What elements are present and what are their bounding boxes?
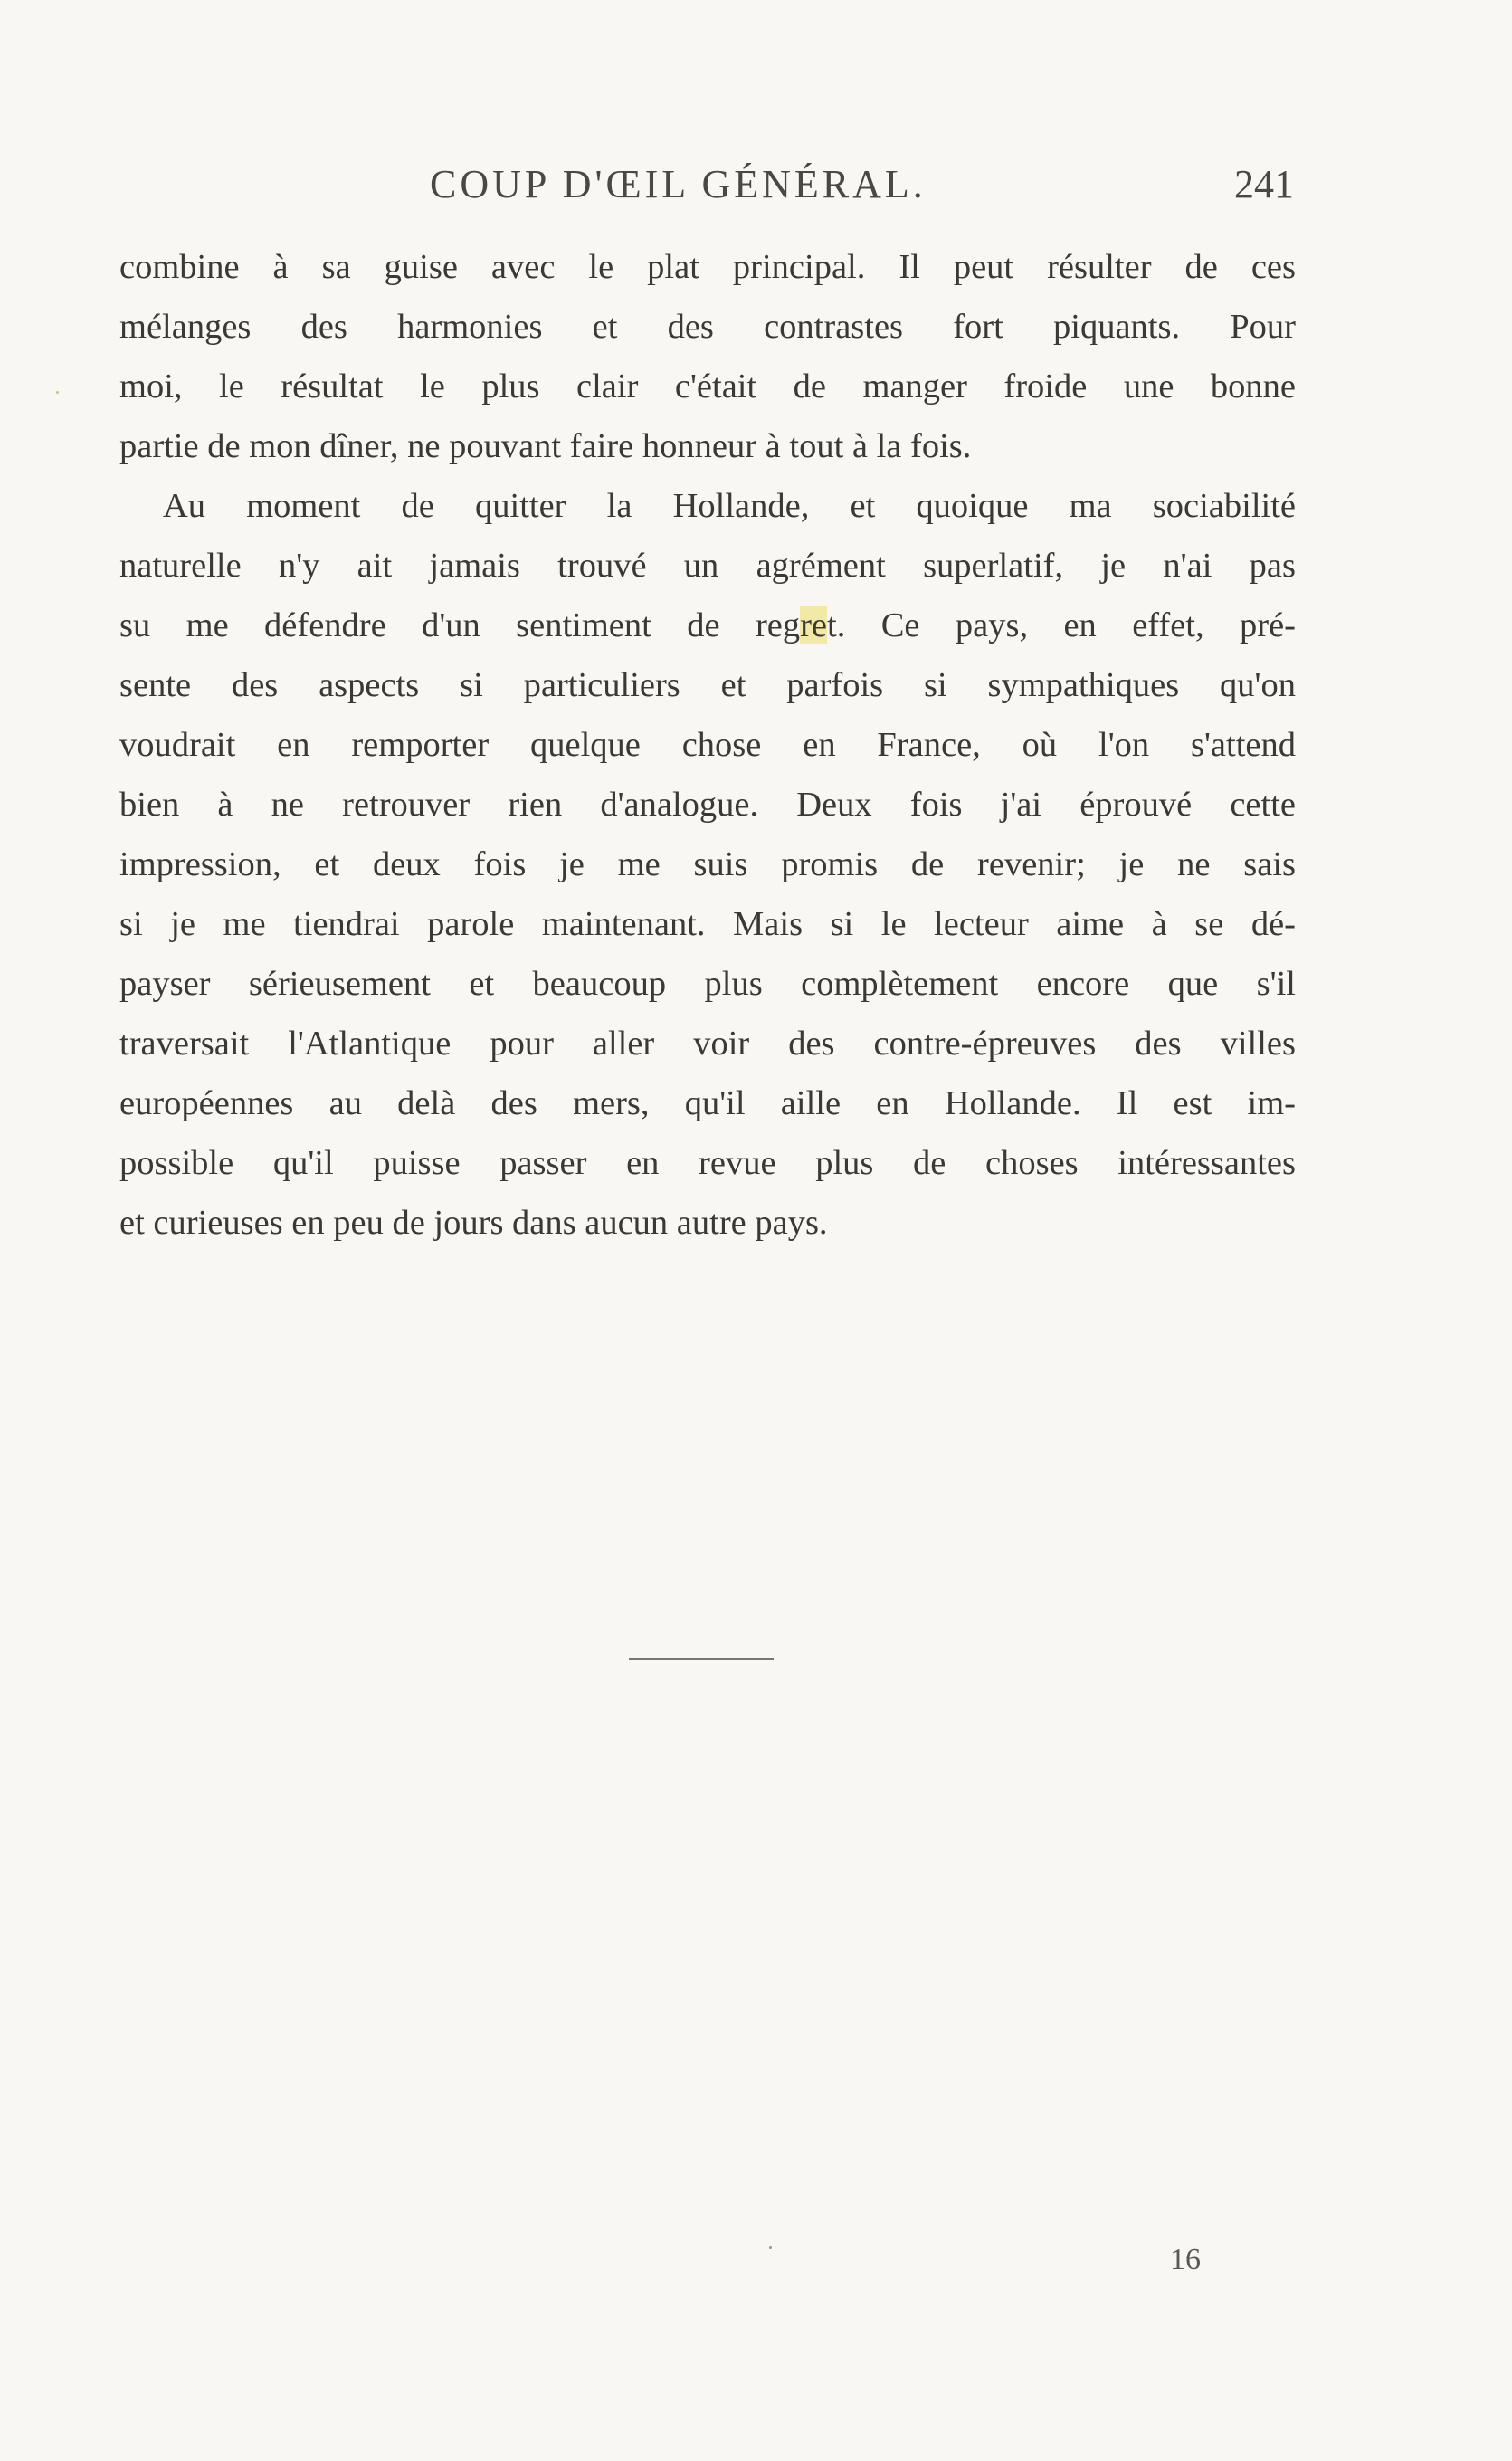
text-line: moi, le résultat le plus clair c'était de manger froide une bonne <box>119 367 1296 405</box>
text-line: impression, et deux fois je me suis promis de revenir; je ne sais <box>119 845 1296 883</box>
text-line: traversait l'Atlantique pour aller voir des contre-épreuves des villes <box>119 1025 1296 1063</box>
text-line: voudrait en remporter quelque chose en France, où l'on s'attend <box>119 726 1296 764</box>
running-title: COUP D'ŒIL GÉNÉRAL. <box>430 162 927 206</box>
paper-speck <box>56 391 59 394</box>
text-line: mélanges des harmonies et des contrastes fort piquants. Pour <box>119 308 1296 346</box>
text-line: partie de mon dîner, ne pouvant faire honneur à tout à la fois. <box>119 427 972 465</box>
end-rule <box>629 1658 774 1660</box>
page-number: 241 <box>1234 162 1294 206</box>
paper-speck <box>769 2246 772 2249</box>
signature-mark: 16 <box>1170 2243 1201 2276</box>
text-line: naturelle n'y ait jamais trouvé un agrément superlatif, je n'ai pas <box>119 547 1296 585</box>
text-line: payser sérieusement et beaucoup plus complètement encore que s'il <box>119 965 1296 1003</box>
paragraph-start-line: Au moment de quitter la Hollande, et quoique ma sociabilité <box>163 487 1296 525</box>
text-line: et curieuses en peu de jours dans aucun autre pays. <box>119 1204 828 1242</box>
text-line: si je me tiendrai parole maintenant. Mais si le lecteur aime à se dé- <box>119 905 1296 943</box>
highlighted-mark: re <box>800 606 828 644</box>
text-line-with-highlight: su me défendre d'un sentiment de regret. Ce pays, en effet, pré- <box>119 606 1296 644</box>
text-line: possible qu'il puisse passer en revue plus de choses intéressantes <box>119 1144 1296 1182</box>
running-head <box>118 161 1294 215</box>
text-line: combine à sa guise avec le plat principal. Il peut résulter de ces <box>119 248 1296 286</box>
text-line: européennes au delà des mers, qu'il aille en Hollande. Il est im- <box>119 1084 1296 1122</box>
body-text <box>119 237 1296 1253</box>
text-line: sente des aspects si particuliers et parfois si sympathiques qu'on <box>119 666 1296 704</box>
text-line: bien à ne retrouver rien d'analogue. Deux fois j'ai éprouvé cette <box>119 786 1296 824</box>
